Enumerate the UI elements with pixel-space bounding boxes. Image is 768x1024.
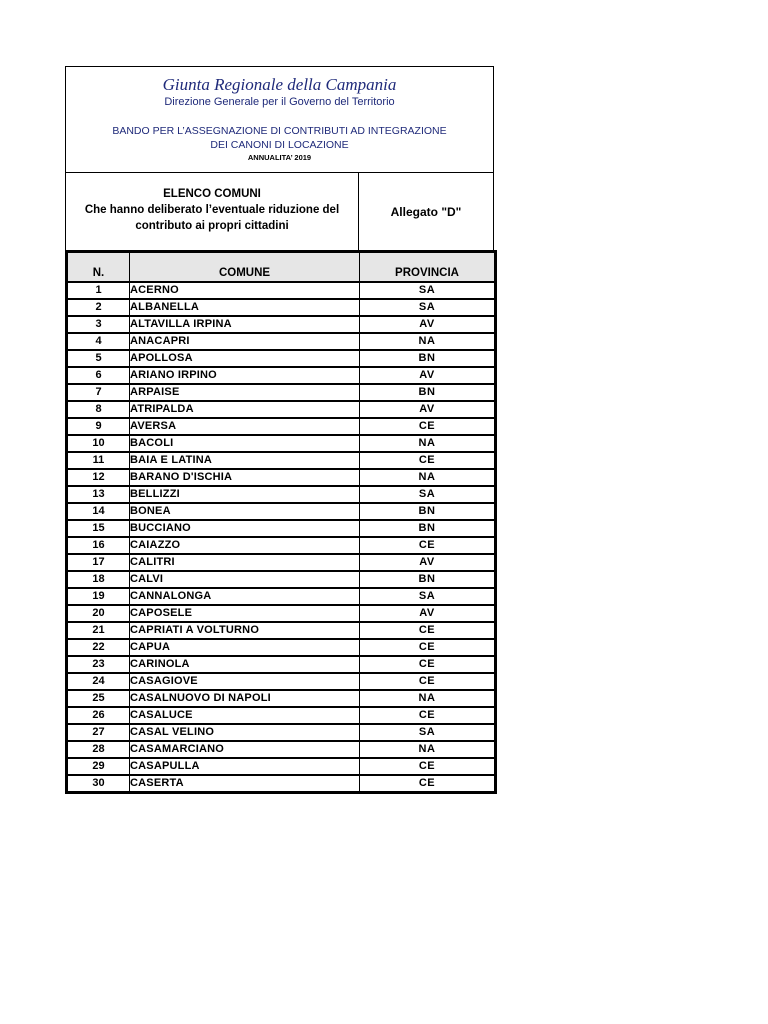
elenco-line-3: contributo ai propri cittadini xyxy=(135,220,289,232)
document-page xyxy=(65,66,494,794)
row-number: 17 xyxy=(67,554,130,571)
table-header-row xyxy=(67,252,496,283)
table-row xyxy=(67,299,496,316)
row-number: 23 xyxy=(67,656,130,673)
row-provincia: NA xyxy=(360,435,496,452)
row-provincia: SA xyxy=(360,299,496,316)
row-provincia: AV xyxy=(360,401,496,418)
row-comune: BACOLI xyxy=(130,435,360,452)
row-provincia: AV xyxy=(360,605,496,622)
table-row xyxy=(67,758,496,775)
row-comune: APOLLOSA xyxy=(130,350,360,367)
row-comune: ARPAISE xyxy=(130,384,360,401)
table-row xyxy=(67,690,496,707)
row-comune: CARINOLA xyxy=(130,656,360,673)
row-number: 4 xyxy=(67,333,130,350)
row-provincia: BN xyxy=(360,350,496,367)
organization-title: Giunta Regionale della Campania xyxy=(162,75,397,94)
header-provincia: PROVINCIA xyxy=(360,252,496,283)
row-provincia: CE xyxy=(360,622,496,639)
row-number: 26 xyxy=(67,707,130,724)
row-provincia: CE xyxy=(360,639,496,656)
row-comune: ALBANELLA xyxy=(130,299,360,316)
row-provincia: CE xyxy=(360,673,496,690)
row-provincia: CE xyxy=(360,418,496,435)
row-provincia: CE xyxy=(360,452,496,469)
row-comune: CALVI xyxy=(130,571,360,588)
row-provincia: NA xyxy=(360,469,496,486)
row-provincia: SA xyxy=(360,588,496,605)
table-row xyxy=(67,537,496,554)
row-comune: ATRIPALDA xyxy=(130,401,360,418)
table-row xyxy=(67,520,496,537)
table-row xyxy=(67,673,496,690)
row-number: 30 xyxy=(67,775,130,793)
row-number: 13 xyxy=(67,486,130,503)
row-number: 15 xyxy=(67,520,130,537)
row-number: 16 xyxy=(67,537,130,554)
row-comune: CASERTA xyxy=(130,775,360,793)
allegato-label: Allegato "D" xyxy=(390,204,462,219)
row-number: 6 xyxy=(67,367,130,384)
row-number: 11 xyxy=(67,452,130,469)
row-provincia: NA xyxy=(360,690,496,707)
row-number: 18 xyxy=(67,571,130,588)
row-comune: CAPOSELE xyxy=(130,605,360,622)
table-row xyxy=(67,384,496,401)
row-comune: CANNALONGA xyxy=(130,588,360,605)
row-number: 28 xyxy=(67,741,130,758)
row-provincia: SA xyxy=(360,724,496,741)
row-comune: ALTAVILLA IRPINA xyxy=(130,316,360,333)
bando-line-2: DEI CANONI DI LOCAZIONE xyxy=(210,139,349,151)
row-number: 5 xyxy=(67,350,130,367)
row-provincia: BN xyxy=(360,571,496,588)
row-number: 22 xyxy=(67,639,130,656)
row-comune: BONEA xyxy=(130,503,360,520)
row-number: 10 xyxy=(67,435,130,452)
row-number: 29 xyxy=(67,758,130,775)
annualita-label: ANNUALITA’ 2019 xyxy=(247,153,312,162)
table-row xyxy=(67,435,496,452)
row-provincia: AV xyxy=(360,316,496,333)
elenco-title: ELENCO COMUNI xyxy=(163,188,261,200)
header-comune: COMUNE xyxy=(130,252,360,283)
table-row xyxy=(67,503,496,520)
row-number: 9 xyxy=(67,418,130,435)
row-number: 24 xyxy=(67,673,130,690)
table-row xyxy=(67,707,496,724)
table-row xyxy=(67,588,496,605)
row-provincia: AV xyxy=(360,367,496,384)
row-comune: BAIA E LATINA xyxy=(130,452,360,469)
row-provincia: AV xyxy=(360,554,496,571)
table-row xyxy=(67,571,496,588)
row-provincia: CE xyxy=(360,537,496,554)
table-row xyxy=(67,452,496,469)
row-comune: CALITRI xyxy=(130,554,360,571)
row-provincia: BN xyxy=(360,503,496,520)
row-number: 8 xyxy=(67,401,130,418)
table-row xyxy=(67,418,496,435)
row-provincia: NA xyxy=(360,741,496,758)
comuni-table xyxy=(65,250,497,794)
table-row xyxy=(67,333,496,350)
row-number: 12 xyxy=(67,469,130,486)
table-row xyxy=(67,656,496,673)
row-number: 19 xyxy=(67,588,130,605)
row-comune: BUCCIANO xyxy=(130,520,360,537)
row-comune: CAPUA xyxy=(130,639,360,656)
table-row xyxy=(67,622,496,639)
table-row xyxy=(67,554,496,571)
table-row xyxy=(67,367,496,384)
row-comune: ACERNO xyxy=(130,282,360,299)
row-comune: BARANO D'ISCHIA xyxy=(130,469,360,486)
row-provincia: CE xyxy=(360,758,496,775)
bando-title xyxy=(66,124,493,152)
row-comune: CASAGIOVE xyxy=(130,673,360,690)
bando-line-1: BANDO PER L’ASSEGNAZIONE DI CONTRIBUTI AD INTEGRAZIONE xyxy=(112,125,447,137)
header-number: N. xyxy=(67,252,130,283)
row-comune: CAIAZZO xyxy=(130,537,360,554)
row-number: 3 xyxy=(67,316,130,333)
row-comune: CASAMARCIANO xyxy=(130,741,360,758)
table-row xyxy=(67,282,496,299)
row-provincia: CE xyxy=(360,707,496,724)
row-comune: ARIANO IRPINO xyxy=(130,367,360,384)
row-number: 1 xyxy=(67,282,130,299)
row-comune: CAPRIATI A VOLTURNO xyxy=(130,622,360,639)
table-row xyxy=(67,775,496,793)
row-provincia: BN xyxy=(360,384,496,401)
table-row xyxy=(67,469,496,486)
table-body xyxy=(67,282,496,793)
intro-box xyxy=(65,173,494,250)
row-number: 7 xyxy=(67,384,130,401)
elenco-line-2: Che hanno deliberato l’eventuale riduzione del xyxy=(84,204,340,216)
row-number: 21 xyxy=(67,622,130,639)
header-box xyxy=(65,66,494,173)
row-comune: CASALUCE xyxy=(130,707,360,724)
elenco-description xyxy=(66,173,359,250)
row-provincia: SA xyxy=(360,486,496,503)
table-row xyxy=(67,605,496,622)
table-row xyxy=(67,639,496,656)
row-number: 25 xyxy=(67,690,130,707)
row-provincia: NA xyxy=(360,333,496,350)
row-comune: CASALNUOVO DI NAPOLI xyxy=(130,690,360,707)
row-number: 14 xyxy=(67,503,130,520)
row-provincia: BN xyxy=(360,520,496,537)
row-comune: BELLIZZI xyxy=(130,486,360,503)
row-provincia: SA xyxy=(360,282,496,299)
row-comune: CASAL VELINO xyxy=(130,724,360,741)
table-row xyxy=(67,316,496,333)
row-comune: CASAPULLA xyxy=(130,758,360,775)
table-row xyxy=(67,741,496,758)
row-number: 20 xyxy=(67,605,130,622)
row-comune: ANACAPRI xyxy=(130,333,360,350)
row-number: 27 xyxy=(67,724,130,741)
row-provincia: CE xyxy=(360,656,496,673)
direzione-subtitle: Direzione Generale per il Governo del Territorio xyxy=(164,96,395,108)
table-row xyxy=(67,401,496,418)
row-provincia: CE xyxy=(360,775,496,793)
row-number: 2 xyxy=(67,299,130,316)
table-row xyxy=(67,724,496,741)
table-row xyxy=(67,486,496,503)
row-comune: AVERSA xyxy=(130,418,360,435)
table-row xyxy=(67,350,496,367)
